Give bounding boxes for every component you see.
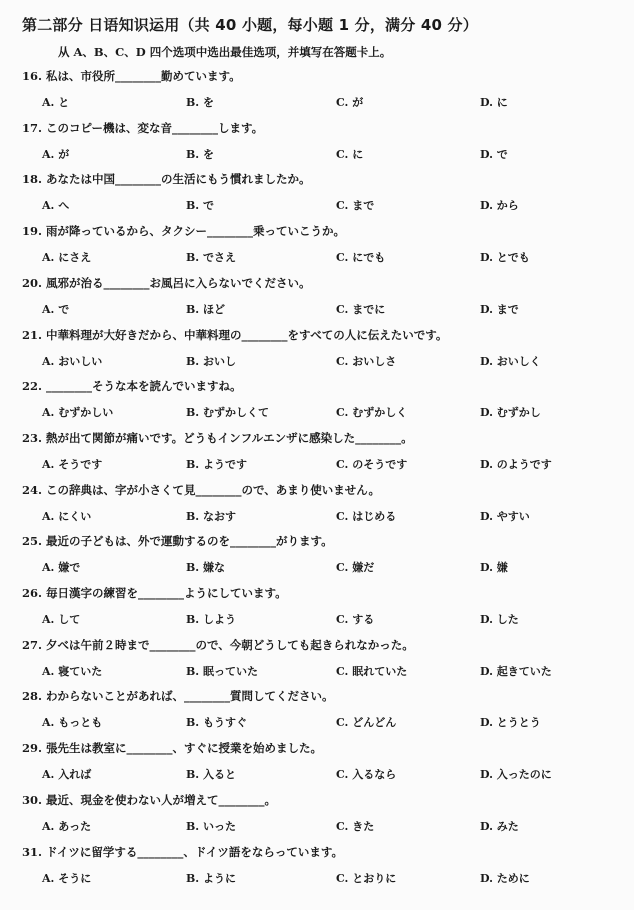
question-option: B. もうすぐ	[186, 716, 247, 730]
question-option: D. おいしく	[480, 354, 541, 368]
question-option: A. にさえ	[42, 251, 92, 265]
question-option: D. から	[480, 199, 519, 213]
question-option: D. むずかし	[480, 406, 541, 420]
question-option: D. とでも	[480, 251, 530, 265]
question-option: C. に	[336, 147, 364, 161]
question-option: B. いった	[186, 819, 236, 833]
question-option: A. へ	[42, 199, 70, 213]
question-stem: 19. 雨が降っているから、タクシー________乗っていこうか。	[22, 224, 346, 239]
question-option: B. ように	[186, 871, 236, 885]
question-stem: 30. 最近、現金を使わない人が増えて________。	[22, 792, 277, 807]
section-header: 第二部分 日语知识运用（共 40 小题，每小题 1 分，满分 40 分）	[22, 16, 478, 34]
question-option: D. みた	[480, 819, 519, 833]
question-option: A. が	[42, 147, 70, 161]
question-option: B. を	[186, 96, 214, 109]
question-option: D. ために	[480, 871, 530, 885]
question-option: B. ほど	[186, 302, 225, 316]
question-stem: 24. この辞典は、字が小さくて見________ので、あまり使いません。	[22, 482, 380, 497]
question-stem: 23. 熱が出て関節が痛いです。どうもインフルエンザに感染した________。	[22, 430, 413, 445]
question-option: D. 入ったのに	[480, 768, 552, 782]
question-option: D. とうとう	[480, 716, 541, 730]
question-option: A. そうです	[42, 457, 103, 471]
question-option: A. そうに	[42, 871, 92, 885]
question-option: B. おいし	[186, 354, 236, 368]
question-stem: 25. 最近の子どもは、外で運動するのを________がります。	[22, 534, 333, 549]
question-option: C. 眠れていた	[336, 664, 408, 678]
question-stem: 16. 私は、市役所________勤めています。	[22, 69, 241, 83]
question-option: A. で	[42, 302, 70, 316]
question-option: B. で	[186, 199, 214, 213]
question-option: C. とおりに	[336, 871, 397, 885]
question-option: A. もっとも	[42, 716, 103, 730]
question-option: D. のようです	[480, 457, 552, 471]
question-option: C. する	[336, 613, 375, 626]
question-option: C. はじめる	[336, 509, 397, 523]
question-option: C. が	[336, 96, 364, 109]
question-option: B. 眠っていた	[186, 664, 258, 678]
question-option: C. おいしさ	[336, 354, 397, 368]
question-option: C. のそうです	[336, 457, 408, 471]
question-option: B. ようです	[186, 457, 247, 471]
question-option: C. まで	[336, 199, 375, 213]
question-option: D. 嫌	[480, 561, 508, 575]
question-option: A. あった	[42, 819, 92, 833]
question-option: B. むずかしくて	[186, 406, 269, 420]
question-stem: 31. ドイツに留学する________、ドイツ語をならっています。	[22, 844, 343, 859]
question-option: D. した	[480, 613, 519, 626]
question-option: A. と	[42, 96, 70, 109]
question-stem: 21. 中華料理が大好きだから、中華料理の________をすべての人に伝えたいです。	[22, 327, 448, 342]
question-option: C. 嫌だ	[336, 561, 375, 575]
question-option: B. でさえ	[186, 251, 236, 265]
question-stem: 29. 張先生は教室に________、すぐに授業を始めました。	[22, 741, 323, 756]
question-option: C. にでも	[336, 251, 386, 265]
question-stem: 22. ________そうな本を読んでいますね。	[22, 379, 242, 394]
question-option: A. にくい	[42, 509, 92, 523]
question-stem: 26. 毎日漢字の練習を________ようにしています。	[22, 586, 287, 600]
question-option: C. むずかしく	[336, 406, 408, 420]
question-option: A. 入れば	[42, 768, 92, 782]
question-stem: 28. わからないことがあれば、________質問してください。	[22, 689, 334, 704]
question-option: B. 嫌な	[186, 561, 225, 575]
question-option: B. しよう	[186, 613, 236, 626]
question-option: D. やすい	[480, 509, 530, 523]
question-stem: 17. このコピー機は、変な音________します。	[22, 120, 264, 135]
question-option: B. を	[186, 147, 214, 161]
question-option: A. して	[42, 613, 81, 626]
question-stem: 20. 風邪が治る________お風呂に入らないでください。	[22, 275, 311, 290]
question-option: C. きた	[336, 819, 375, 833]
question-option: A. 寝ていた	[42, 664, 103, 678]
question-option: D. で	[480, 147, 508, 161]
question-option: D. 起きていた	[480, 664, 552, 678]
question-option: C. までに	[336, 302, 386, 316]
question-option: A. 嫌で	[42, 561, 81, 575]
question-stem: 27. 夕べは午前２時まで________ので、今朝どうしても起きられなかった。	[22, 637, 414, 652]
question-option: C. どんどん	[336, 716, 397, 730]
question-option: A. おいしい	[42, 354, 103, 368]
question-option: D. まで	[480, 302, 519, 316]
question-option: B. 入ると	[186, 768, 236, 782]
question-option: A. むずかしい	[42, 406, 114, 420]
question-option: B. なおす	[186, 509, 236, 523]
question-option: C. 入るなら	[336, 768, 397, 782]
question-stem: 18. あなたは中国________の生活にもう慣れましたか。	[22, 172, 311, 187]
section-instruction: 从 A、B、C、D 四个选项中选出最佳选项，并填写在答题卡上。	[58, 45, 392, 59]
question-option: D. に	[480, 96, 508, 109]
